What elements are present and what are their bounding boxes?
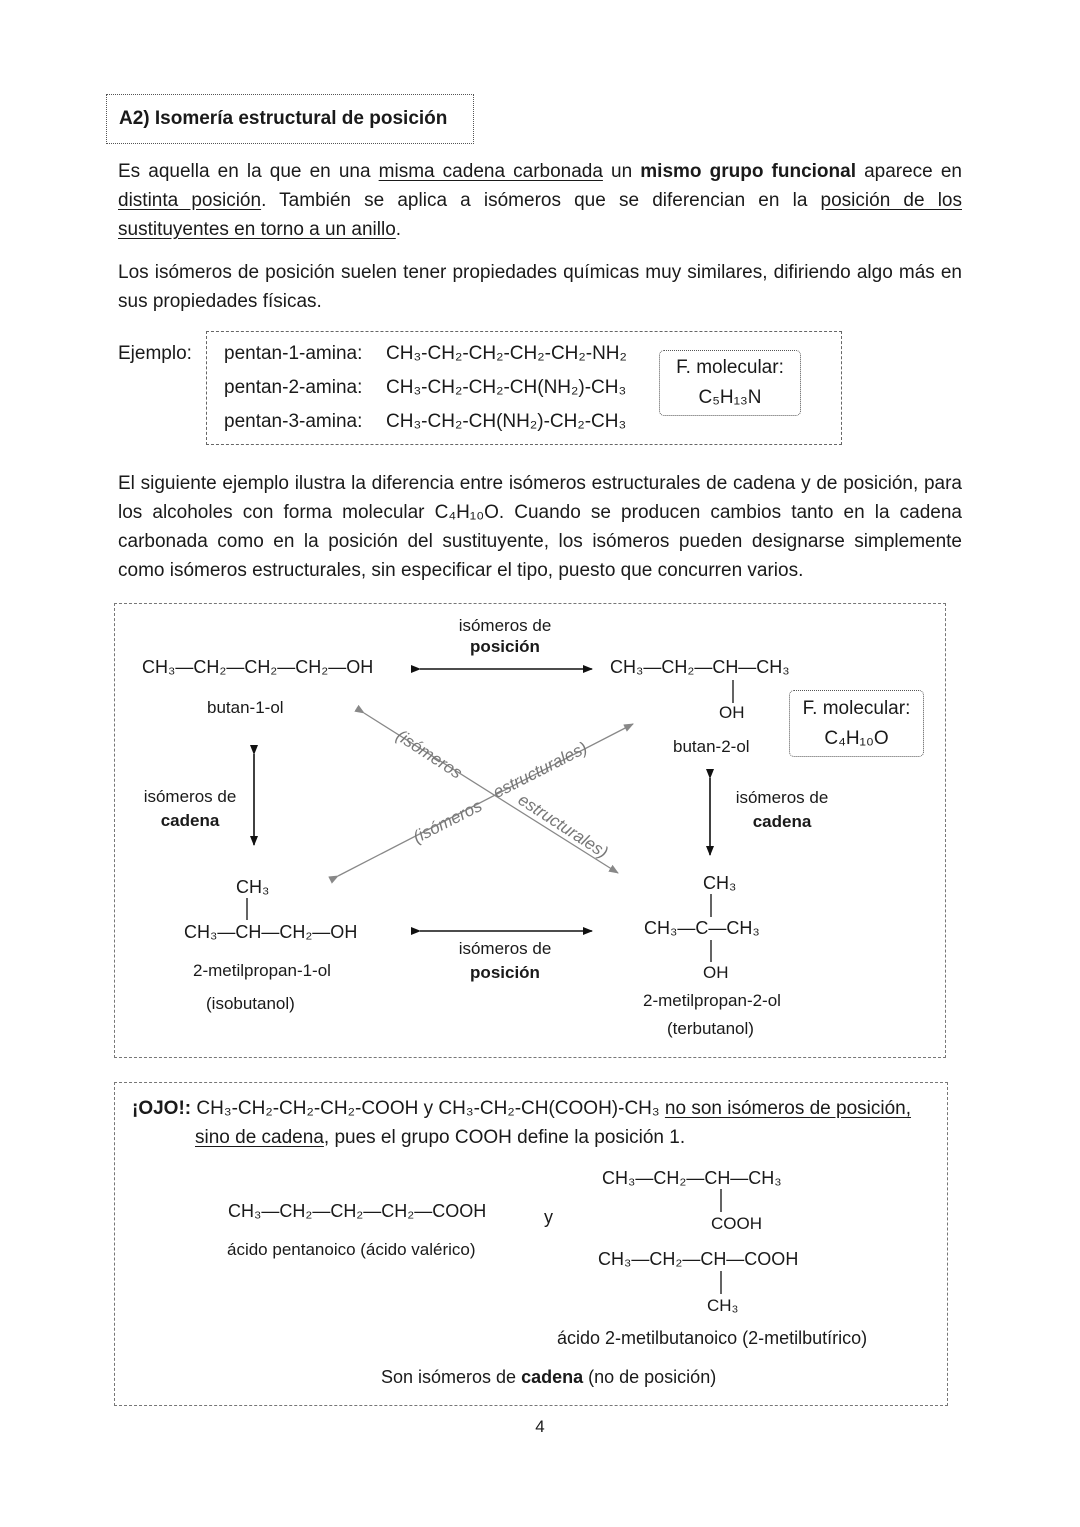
methylbutanoic-formula-1: CH₃—CH₂—CH—CH₃ <box>602 1168 782 1188</box>
terbutanol-oh: OH <box>703 963 729 982</box>
section-title: A2) Isomería estructural de posición <box>106 94 474 144</box>
relation-label: isómeros de posición <box>458 939 552 982</box>
isobutanol-formula: CH₃—CH—CH₂—OH <box>184 922 358 942</box>
underlined-phrase: misma cadena carbonada <box>378 161 603 182</box>
isobutanol-alias: (isobutanol) <box>206 994 295 1013</box>
definition-paragraph: Es aquella en la que en una misma cadena carbonada un mismo grupo funcional aparece en distinta posición. También se aplica a isómeros que se diferencian en la posición de los sustituyentes en torno a un anillo. <box>118 161 962 240</box>
molecular-formula-box: F. molecular: C₄H₁₀O <box>789 690 924 757</box>
warning-text: ¡OJO!: CH₃-CH₂-CH₂-CH₂-COOH y CH₃-CH₂-CH(COOH)-CH₃ no son isómeros de posición, sino de cadena, pues el grupo COOH define la posición 1. <box>132 1098 912 1148</box>
butan-1-ol-name: butan-1-ol <box>207 698 284 717</box>
isobutanol-methyl: CH₃ <box>236 877 270 897</box>
cross-label: estructurales) <box>490 738 591 802</box>
terbutanol-methyl: CH₃ <box>703 873 737 893</box>
relation-label: isómeros de cadena <box>735 788 829 831</box>
conclusion-text: Son isómeros de cadena (no de posición) <box>381 1367 717 1387</box>
terbutanol-formula: CH₃—C—CH₃ <box>644 918 760 938</box>
methylbutanoic-name: ácido 2-metilbutanoico (2-metilbutírico) <box>557 1328 868 1348</box>
pentanoic-formula: CH₃—CH₂—CH₂—CH₂—COOH <box>228 1201 487 1221</box>
example-row: pentan-1-amina: CH₃-CH₂-CH₂-CH₂-CH₂-NH₂ <box>224 343 627 364</box>
example-row: pentan-3-amina: CH₃-CH₂-CH(NH₂)-CH₂-CH₃ <box>224 411 627 432</box>
terbutanol-name: 2-metilpropan-2-ol <box>643 991 781 1010</box>
cross-label: estructurales) <box>514 790 612 863</box>
and-text: y <box>544 1207 553 1227</box>
underlined-phrase: distinta posición <box>118 190 262 211</box>
relation-label: isómeros de posición <box>458 616 552 656</box>
molecular-formula-box: F. molecular: C₅H₁₃N <box>659 350 801 416</box>
page-number: 4 <box>535 1417 545 1436</box>
butan-2-ol-name: butan-2-ol <box>673 737 750 756</box>
pentanoic-name: ácido pentanoico (ácido valérico) <box>227 1240 476 1259</box>
properties-paragraph: Los isómeros de posición suelen tener propiedades químicas muy similares, difiriendo algo más en sus propiedades físicas. <box>118 262 962 312</box>
isobutanol-name: 2-metilpropan-1-ol <box>193 961 331 980</box>
methylbutanoic-sub-1: COOH <box>711 1214 762 1233</box>
butan-2-ol-oh: OH <box>719 703 745 722</box>
butan-1-ol-formula: CH₃—CH₂—CH₂—CH₂—OH <box>142 657 374 677</box>
underlined-phrase: posición de los sustituyentes en torno a un anillo <box>118 190 962 240</box>
relation-label: isómeros de cadena <box>143 787 237 830</box>
cross-label: (isómeros <box>392 726 466 783</box>
example-label: Ejemplo: <box>118 343 192 364</box>
intro-paragraph: El siguiente ejemplo ilustra la diferencia entre isómeros estructurales de cadena y de posición, para los alcoholes con forma molecular C₄H₁₀O. Cuando se producen cambios tanto en la cadena carbonada como en la posición del sustituyente, los isómeros pueden designarse simplemente como isómeros estructurales, sin especificar el tipo, puesto que concurren varios. <box>118 473 962 581</box>
example-row: pentan-2-amina: CH₃-CH₂-CH₂-CH(NH₂)-CH₃ <box>224 377 627 398</box>
butan-2-ol-formula: CH₃—CH₂—CH—CH₃ <box>610 657 790 677</box>
cross-label: (isómeros <box>410 796 486 847</box>
methylbutanoic-formula-2: CH₃—CH₂—CH—COOH <box>598 1249 799 1269</box>
warning-label: ¡OJO!: <box>132 1098 192 1119</box>
methylbutanoic-sub-2: CH₃ <box>707 1296 739 1315</box>
terbutanol-alias: (terbutanol) <box>667 1019 754 1038</box>
